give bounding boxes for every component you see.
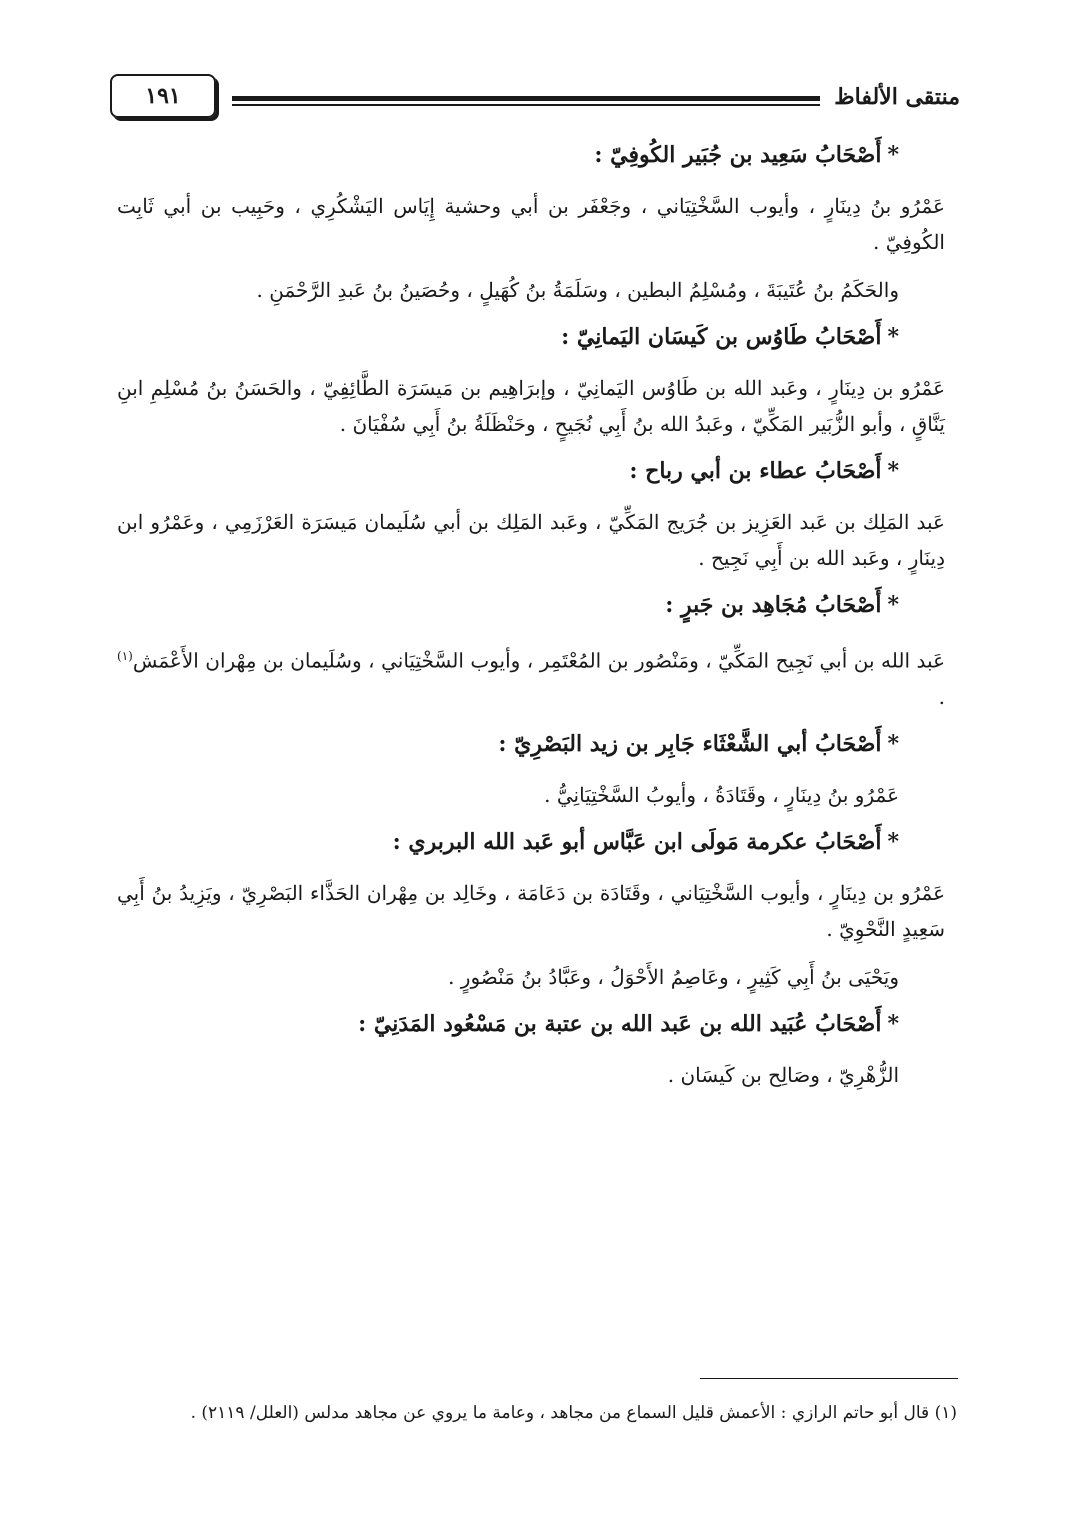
heading-marker: * (887, 592, 899, 618)
section-heading (117, 590, 945, 620)
section-heading-text: أَصْحَابُ عطاء بن أبي رباح : (629, 458, 882, 484)
paragraph (117, 504, 945, 576)
page-header (110, 72, 960, 128)
section-heading-text: أَصْحَابُ سَعِيد بن جُبَير الكُوفِيّ : (594, 142, 882, 168)
heading-marker: * (887, 1010, 899, 1037)
paragraph-text: عَمْرُو بن دِينَارٍ ، وأيوب السَّخْتِيَاني ، وقَتَادَة بن دَعَامَة ، وخَالِد بن مِهْران الحَذَّاء البَصْرِيّ ، ويَزِيدُ بنُ أَبِي سَعِيدٍ النَّحْوِيّ . (117, 880, 945, 941)
heading-marker: * (887, 730, 899, 757)
page-number: ١٩١ (110, 74, 216, 118)
page-content (117, 140, 945, 1107)
paragraph (117, 188, 945, 260)
paragraph-text: عَمْرُو بنُ دِينَارٍ ، وقَتَادَةُ ، وأيوبُ السَّخْتِيَانِيُّ . (544, 782, 899, 807)
heading-marker: * (887, 142, 899, 168)
header-rule (232, 96, 820, 110)
paragraph-text: والحَكَمُ بنُ عُتَيبَةَ ، ومُسْلِمُ البطين ، وسَلَمَةُ بنُ كُهَيلٍ ، وحُصَينُ بنُ عَبدِ الرَّحْمَنِ . (256, 278, 899, 302)
heading-marker: * (887, 324, 899, 350)
paragraph (117, 959, 945, 995)
section-heading (117, 456, 945, 486)
book-title: منتقى الألفاظ (834, 84, 960, 110)
heading-marker: * (887, 828, 899, 855)
paragraph-text: عَمْرُو بنُ دِينَارٍ ، وأيوب السَّخْتِيَاني ، وجَعْفَر بن أبي وحشية إِيَاس اليَشْكُرِي ، وحَبِيب بن أبي ثَابِت الكُوفِيّ . (117, 194, 945, 254)
paragraph-text: ويَحْيَى بنُ أَبِي كَثِيرٍ ، وعَاصِمُ الأَحْوَلُ ، وعَبَّادُ بنُ مَنْصُورٍ . (448, 964, 899, 989)
paragraph-tail: . (938, 684, 945, 709)
paragraph (117, 1057, 945, 1093)
section-heading-text: أَصْحَابُ مُجَاهِد بن جَبرٍ : (665, 592, 882, 618)
section-heading (117, 729, 945, 759)
section-heading-text: أَصْحَابُ أبي الشَّعْثَاء جَابِر بن زيد البَصْرِيّ : (498, 730, 882, 757)
paragraph-text: عَبد المَلِك بن عَبد العَزِيز بن جُرَيج المَكِّيّ ، وعَبد المَلِك بن أبي سُلَيمان مَيسَرَة العَرْزَمِي ، وعَمْرُو ابن دِينَارٍ ، وعَبد الله بن أَبِي نَجِيح . (117, 510, 945, 570)
section-heading (117, 140, 945, 170)
paragraph-text: الزُّهْرِيّ ، وصَالِح بن كَيسَان . (667, 1062, 899, 1087)
section-heading-text: أَصْحَابُ طَاوُس بن كَيسَان اليَمانِيّ : (561, 324, 882, 350)
paragraph-text: عَبد الله بن أبي نَجِيح المَكِّيّ ، ومَنْصُور بن المُعْتَمِر ، وأيوب السَّخْتِيَاني ، وسُلَيمان بن مِهْران الأَعْمَش (132, 648, 945, 673)
section-heading-text: أَصْحَابُ عُبَيد الله بن عَبد الله بن عتبة بن مَسْعُود المَدَنِيّ : (358, 1010, 882, 1037)
paragraph (117, 370, 945, 442)
paragraph (117, 777, 945, 813)
footnote-divider (700, 1378, 958, 1379)
paragraph (117, 875, 945, 947)
paragraph (117, 638, 945, 715)
footnote-reference[interactable]: (١) (117, 649, 133, 663)
paragraph (117, 272, 945, 308)
sections-list (117, 140, 945, 1093)
heading-marker: * (887, 458, 899, 484)
paragraph-text: عَمْرُو بن دِينَارٍ ، وعَبد الله بن طَاوُس اليَمانِيّ ، وإبرَاهِيم بن مَيسَرَة الطَّائِفِيّ ، والحَسَنُ بنُ مُسْلِمِ ابنِ يَنَّاقٍ ، وأبو الزُّبَير المَكِّيّ ، وعَبدُ الله بنُ أَبِي نُجَيحٍ ، وحَنْظَلَةُ بنُ أَبِي سُفْيَانَ . (117, 376, 945, 436)
section-heading (117, 827, 945, 857)
section-heading (117, 322, 945, 352)
footnote: (١) قال أبو حاتم الرازي : الأعمش قليل السماع من مجاهد ، وعامة ما يروي عن مجاهد مدلس (العلل/ ٢١١٩) . (190, 1403, 957, 1423)
section-heading-text: أَصْحَابُ عكرمة مَولَى ابن عَبَّاس أبو عَبد الله البربري : (392, 828, 882, 855)
section-heading (117, 1009, 945, 1039)
